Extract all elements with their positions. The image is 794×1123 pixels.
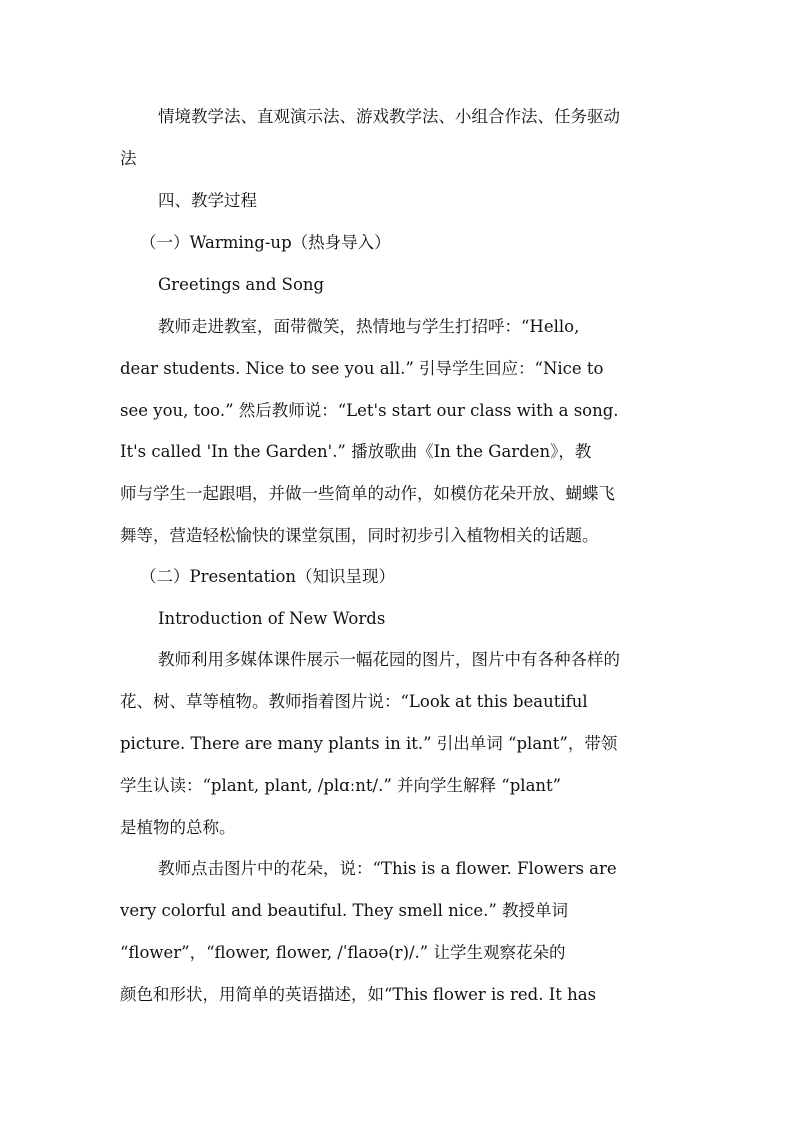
subsection-heading-warming-up: （一）Warming-up（热身导入） (140, 233, 391, 252)
paragraph-line: 颜色和形状，用简单的英语描述，如“This flower is red. It has (120, 985, 597, 1004)
paragraph-line: picture. There are many plants in it.” 引出单词 “plant”，带领 (120, 734, 618, 753)
paragraph-line: very colorful and beautiful. They smell nice.” 教授单词 (120, 901, 569, 920)
paragraph-line: dear students. Nice to see you all.” 引导学生回应：“Nice to (120, 359, 604, 378)
paragraph-line: 花、树、草等植物。教师指着图片说：“Look at this beautiful (120, 692, 588, 711)
section-heading-teaching-process: 四、教学过程 (158, 191, 257, 210)
paragraph-line: 师与学生一起跟唱，并做一些简单的动作，如模仿花朵开放、蝴蝶飞 (120, 484, 615, 503)
paragraph-teaching-methods-cont: 法 (120, 149, 137, 168)
subsection-heading-presentation: （二）Presentation（知识呈现） (140, 567, 396, 586)
paragraph-teaching-methods: 情境教学法、直观演示法、游戏教学法、小组合作法、任务驱动 (158, 107, 620, 126)
paragraph-line: 是植物的总称。 (120, 818, 236, 837)
paragraph-line: 教师走进教室，面带微笑，热情地与学生打招呼：“Hello, (158, 317, 580, 336)
paragraph-line: “flower”，“flower, flower, /ˈflaʊə(r)/.” 让学生观察花朵的 (120, 943, 566, 962)
paragraph-line: 舞等，营造轻松愉快的课堂氛围，同时初步引入植物相关的话题。 (120, 526, 599, 545)
paragraph-line: 教师利用多媒体课件展示一幅花园的图片，图片中有各种各样的 (158, 650, 620, 669)
paragraph-line: 学生认读：“plant, plant, /plɑːnt/.” 并向学生解释 “plant” (120, 776, 562, 795)
activity-title-new-words: Introduction of New Words (158, 609, 386, 628)
paragraph-line: see you, too.” 然后教师说：“Let's start our class with a song. (120, 401, 619, 420)
paragraph-line: It's called 'In the Garden'.” 播放歌曲《In the Garden》，教 (120, 442, 592, 461)
paragraph-line: 教师点击图片中的花朵，说：“This is a flower. Flowers are (158, 859, 617, 878)
activity-title-greetings: Greetings and Song (158, 275, 325, 294)
